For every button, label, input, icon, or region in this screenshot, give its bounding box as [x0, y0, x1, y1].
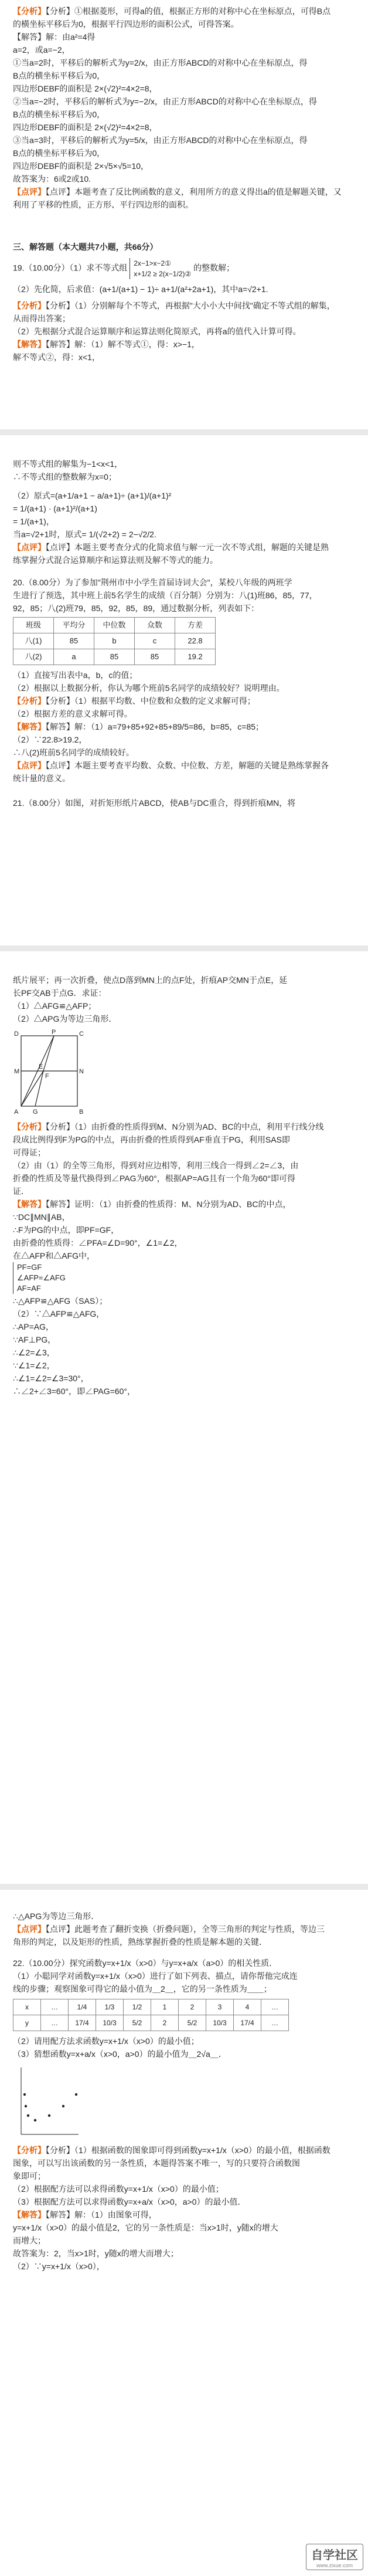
- text-line: 【点评】此题考查了翻折变换（折叠问题），全等三角形的判定与性质，等边三: [46, 1924, 325, 1934]
- text-line: （2）由（1）的全等三角形，得到对应边相等，利用三线合一得到∠2=∠3，由: [13, 1161, 299, 1170]
- answer-text: 【解答】【解答】解：（1）解不等式①，得：x>−1，: [13, 340, 200, 349]
- table-cell: …: [261, 1999, 289, 2015]
- point: [27, 2114, 29, 2117]
- text-line: ∵DC∥MN∥AB，: [13, 1212, 70, 1222]
- label-a: A: [14, 1109, 19, 1116]
- text-line: ∴△AFP≌△AFG（SAS）；: [13, 1296, 108, 1306]
- text-line: 统计量的意义。: [13, 774, 70, 783]
- answer-text: 【解答】【解答】证明：（1）由折叠的性质得：M、N分别为AD、BC的中点，: [13, 1199, 291, 1209]
- text-line: 解不等式②，得：x<1，: [13, 352, 100, 362]
- point: [25, 2105, 27, 2107]
- text-line: （2）∵△AFP≌△AFG，: [13, 1309, 105, 1318]
- text-line: （2）∵22.8>19.2，: [13, 735, 87, 744]
- comment-text: 【点评】【点评】本题主要考查分式的化简求值与解一元一次不等式组，解题的关键是熟: [13, 543, 329, 552]
- inequality-2: x+1/2 ≥ 2(x−1/2)②: [134, 270, 192, 278]
- text-line: 图象，可以写出该函数的另一条性质，本题得答案不唯一，写的只要符合函数图: [13, 2158, 300, 2168]
- analysis-text: 【分析】【分析】①根据菱形，可得a的值，根据正方形的对称中心在坐标原点，可得B点: [13, 6, 331, 16]
- text-line: a=2，或a=−2，: [13, 45, 70, 55]
- text-line: 【解答】解：由a²=4得: [13, 32, 96, 42]
- text-line: 可得证；: [13, 1148, 46, 1157]
- spacer: [13, 253, 355, 258]
- text-line: ∵AF⊥PG，: [13, 1335, 56, 1344]
- text-line: ③当a=3时，平移后的解析式为y=5/x，由正方形ABCD的对称中心在坐标原点，得: [13, 135, 308, 145]
- header-cell: 班级: [13, 618, 54, 633]
- label-m: M: [14, 1068, 20, 1075]
- text-line: （2）先根据分式混合运算顺序和运算法则化简原式，再将a的值代入计算可得。: [13, 327, 301, 336]
- table-cell: 1: [151, 1999, 179, 2015]
- table-cell: x: [13, 1999, 41, 2015]
- text-line: 四边形DEBF的面积是 2×(√2)²=4×2=8，: [13, 84, 158, 93]
- text-line: B点的横坐标平移后为0，: [13, 148, 105, 158]
- text-line: 【解答】证明：（1）由折叠的性质得：M、N分别为AD、BC的中点，: [46, 1199, 291, 1209]
- header-cell: 众数: [135, 618, 175, 633]
- spacer: [13, 785, 355, 796]
- text-line: （3）猜想函数y=x+a/x（x>0，a>0）的最小值为＿2√a＿．: [13, 2049, 227, 2059]
- text-line: 【解答】解：（1）解不等式①，得：x>−1，: [46, 340, 200, 349]
- label-d: D: [14, 1031, 19, 1038]
- spacer: [13, 1948, 355, 1957]
- sheet-4: [13, 974, 355, 1398]
- analysis-text: 【分析】【分析】（1）根据平均数、中位数和众数的定义求解可得；: [13, 696, 255, 706]
- header-cell: 方差: [175, 618, 216, 633]
- inequality-1: 2x−1>x−2①: [134, 259, 171, 267]
- text-line: 纸片展平；再一次折叠，使点D落到MN上的点F处，折痕AP交MN于点E，延: [13, 975, 288, 985]
- text-line: 证．: [13, 1187, 29, 1196]
- table-row: [13, 633, 216, 649]
- text-line: ∴∠2=∠3，: [13, 1348, 55, 1357]
- text-line: ∴八(2)班前5名同学的成绩较好。: [13, 748, 134, 757]
- sheet-3: [13, 457, 355, 809]
- spacer: [13, 567, 355, 576]
- site-watermark: [306, 2544, 363, 2570]
- text-line: 【点评】本题考查了反比例函数的意义，利用所方的意义得出a的值是解题关键，又: [46, 187, 342, 196]
- table-row-y: [13, 2015, 289, 2031]
- point: [75, 2093, 77, 2096]
- text-line: 21.（8.00分）如图，对折矩形纸片ABCD，使AB与DC重合，得到折痕MN，将: [13, 798, 296, 808]
- table-cell: c: [135, 633, 175, 649]
- text-line: （2）请用配方法求函数y=x+1/x（x>0）的最小值；: [13, 2036, 199, 2046]
- table-row-x: [13, 1999, 289, 2015]
- point: [34, 2119, 36, 2121]
- text-line: ②当a=−2时，平移后的解析式为y=−2/x，由正方形ABCD的对称中心在坐标原点，得: [13, 97, 317, 106]
- text-line: 【解答】解：（1）由图象可得，: [46, 2210, 157, 2219]
- table-cell: 5/2: [124, 2015, 151, 2031]
- condition-2: ∠AFP=∠AFG: [17, 1273, 66, 1282]
- sheet-1: [13, 5, 355, 211]
- table-cell: 2: [151, 2015, 179, 2031]
- table-cell: …: [41, 1999, 69, 2015]
- analysis-text: 【分析】【分析】（1）由折叠的性质得到M、N分别为AD、BC的中点，利用平行线分线: [13, 1122, 324, 1131]
- plotted-points: [23, 2093, 77, 2121]
- table-cell: 八(2): [13, 649, 54, 665]
- text-line: 象即可；: [13, 2171, 46, 2181]
- text-line: ∴∠2+∠3=60°，即∠PAG=60°，: [13, 1387, 135, 1396]
- table-cell: a: [54, 649, 94, 665]
- text-line: ∴△APG为等边三角形．: [13, 1911, 100, 1921]
- text-line: （2）原式=(a+1/a+1 − a/a+1)÷ (a+1)/(a+1)²: [13, 491, 172, 500]
- text-line: （2）∵y=x+1/x（x>0），: [13, 2262, 105, 2271]
- text-line: 的整数解；: [193, 263, 235, 273]
- table-row: [13, 649, 216, 665]
- text-line: 【分析】（1）根据平均数、中位数和众数的定义求解可得；: [46, 696, 255, 706]
- text-line: B点的横坐标平移后为0，: [13, 110, 105, 119]
- congruence-conditions: [13, 1262, 355, 1294]
- table-cell: b: [94, 633, 135, 649]
- text-line: 当a=√2+1时，原式= 1/(√2+2) = 2−√2/2.: [13, 530, 156, 539]
- question-19: [13, 258, 355, 279]
- label-p: P: [52, 1029, 56, 1036]
- section-title: 三、解答题（本大题共7小题，共66分）: [13, 242, 158, 252]
- text-line: （2）根据以上数据分析，你认为哪个班前5名同学的成绩较好？说明理由。: [13, 683, 285, 693]
- spacer: [13, 483, 355, 489]
- text-line: 92，85；八(2)班79，85，92，85，89，通过数据分析，列表如下：: [13, 604, 260, 613]
- text-line: ∵∠1=∠2，: [13, 1361, 55, 1370]
- text-line: （1）小聪同学对函数y=x+1/x（x>0）进行了如下列表、描点，请你帮他完成连: [13, 1971, 298, 1981]
- text-line: ∴不等式组的整数解为x=0；: [13, 472, 117, 482]
- function-value-table: [13, 1999, 289, 2031]
- text-line: 故答案为：2，当x>1时，y随x的增大而增大；: [13, 2249, 179, 2258]
- text-line: 角形的判定，以及矩形的性质，熟练掌握折叠的性质是解本题的关键．: [13, 1937, 267, 1947]
- text-line: 从而得出答案；: [13, 314, 70, 323]
- point: [62, 2105, 64, 2107]
- text-line: ①当a=2时，平移后的解析式为y=2/x，由正方形ABCD的对称中心在坐标原点，得: [13, 58, 308, 67]
- table-header-row: [13, 618, 216, 633]
- header-cell: 中位数: [94, 618, 135, 633]
- analysis-text: 【分析】【分析】（1）根据函数的图象即可得到函数y=x+1/x（x>0）的最小值，根据函数: [13, 2145, 330, 2155]
- page-divider: [0, 429, 368, 435]
- text-line: 的横坐标平移后为0，根据平行四边形的面积公式，可得答案。: [13, 19, 239, 29]
- page-divider: [0, 945, 368, 951]
- table-cell: 85: [54, 633, 94, 649]
- header-cell: 平均分: [54, 618, 94, 633]
- text-line: 故答案为：6或2或10.: [13, 174, 91, 184]
- comment-text: 【点评】【点评】本题考查了反比例函数的意义，利用所方的意义得出a的值是解题关键，又: [13, 187, 342, 196]
- text-line: 四边形DEBF的面积是 2×√5×√5=10，: [13, 161, 149, 171]
- sheet-2: [13, 240, 355, 364]
- answer-text: 【解答】【解答】解：（1）a=79+85+92+85+89/5=86，b=85，c=85；: [13, 722, 264, 731]
- watermark-url: www.zixue.com: [316, 2563, 353, 2568]
- table-cell: 10/3: [206, 2015, 234, 2031]
- label-e: E: [39, 1063, 43, 1070]
- text-line: B点的横坐标平移后为0，: [13, 71, 105, 80]
- condition-3: AF=AF: [17, 1284, 41, 1293]
- inequality-system: [130, 258, 191, 279]
- text-line: 线的步骤；观察图象可得它的最小值为＿2＿，它的另一条性质为＿＿；: [13, 1984, 272, 1994]
- text-line: 【点评】本题主要考查平均数、众数、中位数、方差，解题的关键是熟练掌握各: [46, 761, 329, 770]
- text-line: ∴∠1=∠2=∠3=30°，: [13, 1374, 89, 1383]
- table-cell: 19.2: [175, 649, 216, 665]
- table-cell: y: [13, 2015, 41, 2031]
- text-line: ∴AP=AG，: [13, 1322, 54, 1331]
- table-cell: 85: [135, 649, 175, 665]
- text-line: 四边形DEBF的面积是 2×(√2)²=4×2=8，: [13, 123, 158, 132]
- text-line: 【点评】本题主要考查分式的化简求值与解一元一次不等式组，解题的关键是熟: [46, 543, 329, 552]
- comment-text: 【点评】【点评】本题主要考查平均数、众数、中位数、方差，解题的关键是熟练掌握各: [13, 761, 329, 770]
- text-line: （1）直接写出表中a，b，c的值；: [13, 670, 138, 680]
- comment-text: 【点评】【点评】此题考查了翻折变换（折叠问题），全等三角形的判定与性质，等边三: [13, 1924, 325, 1934]
- point: [48, 2114, 50, 2117]
- segment-pf: [43, 1036, 54, 1071]
- table-cell: 2: [179, 1999, 206, 2015]
- table-cell: 1/4: [69, 1999, 96, 2015]
- text-line: = 1/(a+1) · (a+1)²/(a+1): [13, 504, 97, 513]
- text-line: 而增大；: [13, 2236, 46, 2245]
- text-line: 练掌握分式混合运算顺序和运算法则及解不等式的能力。: [13, 555, 218, 565]
- condition-1: PF=GF: [17, 1263, 42, 1272]
- text-line: ∴F为PG的中点，即PF=GF，: [13, 1225, 120, 1235]
- text-line: 【分析】（1）分别解每个不等式，再根据"大小小大中间找"确定不等式组的解集，: [46, 301, 335, 310]
- text-line: （3）根据配方法可以求得函数y=x+a/x（x>0，a>0）的最小值．: [13, 2197, 246, 2206]
- text-line: 在△AFP和△AFG中，: [13, 1251, 96, 1260]
- table-cell: 1/3: [96, 1999, 124, 2015]
- table-cell: 17/4: [69, 2015, 96, 2031]
- text-line: 【解答】解：（1）a=79+85+92+85+89/5=86，b=85，c=85；: [46, 722, 264, 731]
- text-line: 由折叠的性质得：∠PFA=∠D=90°，∠1=∠2，: [13, 1238, 183, 1248]
- text-line: （2）根据方差的意义求解可得。: [13, 709, 132, 718]
- answer-text: 【解答】【解答】解：（1）由图象可得，: [13, 2210, 157, 2219]
- table-cell: 22.8: [175, 633, 216, 649]
- table-cell: 85: [94, 649, 135, 665]
- text-line: （2）△APG为等边三角形．: [13, 1014, 117, 1023]
- label-f: F: [45, 1073, 49, 1080]
- text-line: 19.（10.00分）（1）求不等式组: [13, 263, 128, 273]
- segment-af: [21, 1071, 43, 1106]
- label-n: N: [79, 1068, 84, 1075]
- text-line: y=x+1/x（x>0）的最小值是2，它的另一条性质是：当x>1时，y随x的增大: [13, 2223, 278, 2232]
- text-line: = 1/(a+1)，: [13, 517, 54, 526]
- table-cell: 17/4: [234, 2015, 261, 2031]
- text-line: 【分析】①根据菱形，可得a的值，根据正方形的对称中心在坐标原点，可得B点: [46, 6, 331, 16]
- text-line: 22.（10.00分）探究函数y=x+1/x（x>0）与y=x+a/x（a>0）的相关性质．: [13, 1958, 278, 1968]
- text-line: 【分析】（1）根据函数的图象即可得到函数y=x+1/x（x>0）的最小值，根据函数: [46, 2145, 330, 2155]
- table-cell: 10/3: [96, 2015, 124, 2031]
- table-cell: 4: [234, 1999, 261, 2015]
- table-cell: 5/2: [179, 2015, 206, 2031]
- text-line: 【分析】（1）由折叠的性质得到M、N分别为AD、BC的中点，利用平行线分线: [46, 1122, 324, 1131]
- table-cell: …: [41, 2015, 69, 2031]
- label-c: C: [79, 1031, 84, 1038]
- label-g: G: [33, 1109, 38, 1116]
- table-cell: 3: [206, 1999, 234, 2015]
- sheet-5: [13, 1910, 355, 2273]
- text-line: 20.（8.00分）为了参加"荆州市中小学生首届诗词大会"，某校八年级的两班学: [13, 578, 292, 587]
- text-line: （2）根据配方法可以求得函数y=x+1/x（x>0）的最小值；: [13, 2184, 224, 2194]
- text-line: 生进行了预选，其中班上前5名学生的成绩（百分制）分别为：八(1)班86，85，77，: [13, 591, 318, 600]
- point: [23, 2093, 26, 2096]
- watermark-title: 自学社区: [311, 2549, 358, 2562]
- label-b: B: [79, 1109, 84, 1116]
- text-line: 折叠的性质及等量代换得到∠PAG为60°，根据AP=AG且有一个角为60°即可得: [13, 1174, 295, 1183]
- segment-fg: [35, 1071, 43, 1106]
- table-cell: …: [261, 2015, 289, 2031]
- rectangle-fold-figure: [13, 1029, 89, 1117]
- text-line: （2）先化简，后求值：(a+1/(a+1) − 1)÷ a+1/(a²+2a+1)，其中a=√2+1.: [13, 284, 268, 294]
- text-line: 利用了平移的性质，正方形、平行四边形的面积。: [13, 200, 193, 209]
- brace-block: [13, 1262, 66, 1294]
- text-line: 则不等式组的解集为−1<x<1，: [13, 459, 123, 469]
- table-cell: 1/2: [124, 1999, 151, 2015]
- text-line: 段成比例得到F为PG的中点，再由折叠的性质得到AF垂直于PG，利用SAS即: [13, 1135, 290, 1144]
- text-line: （1）△AFG≌△AFP；: [13, 1001, 97, 1011]
- page-divider: [0, 1884, 368, 1890]
- score-table: [13, 617, 216, 665]
- analysis-text: 【分析】【分析】（1）分别解每个不等式，再根据"大小小大中间找"确定不等式组的解集，: [13, 301, 335, 310]
- text-line: 长PF交AB于点G．求证：: [13, 988, 107, 998]
- table-cell: 八(1): [13, 633, 54, 649]
- function-scatter-plot: [13, 2064, 83, 2140]
